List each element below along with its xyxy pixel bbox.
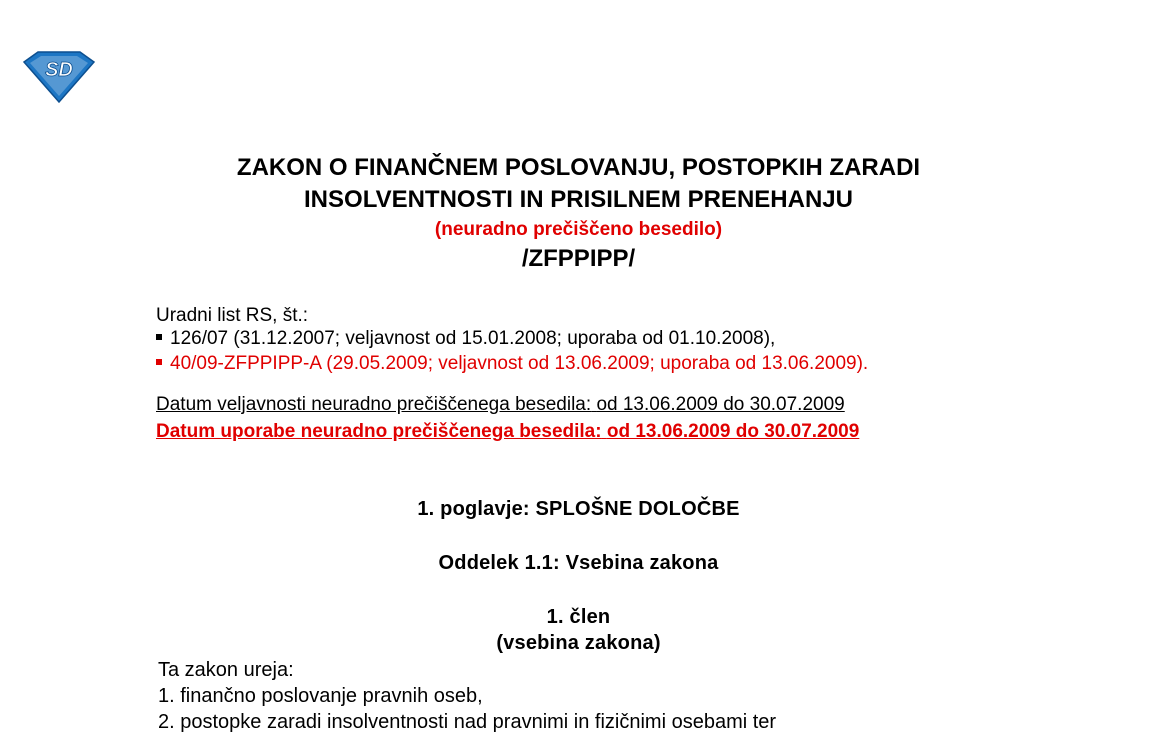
svg-text:SD: SD: [45, 59, 73, 81]
article-number: 1. člen: [546, 606, 611, 628]
body-intro: Ta zakon ureja:: [158, 659, 294, 681]
article-title: (vsebina zakona): [496, 632, 661, 654]
body-item: 2. postopke zaradi insolventnosti nad pravnimi in fizičnimi osebami ter: [158, 711, 777, 733]
gazette-item: 126/07 (31.12.2007; veljavnost od 15.01.2008; uporaba od 01.10.2008),: [156, 328, 775, 350]
body-item: 1. finančno poslovanje pravnih oseb,: [158, 685, 483, 707]
gazette-label: Uradni list RS, št.:: [156, 305, 309, 326]
section-heading: Oddelek 1.1: Vsebina zakona: [438, 552, 719, 574]
application-date: Datum uporabe neuradno prečiščenega besedila: od 13.06.2009 do 30.07.2009: [156, 421, 860, 442]
title-line-1: ZAKON O FINANČNEM POSLOVANJU, POSTOPKIH ZARADI: [236, 154, 921, 181]
title-note: (neuradno prečiščeno besedilo): [434, 219, 723, 240]
validity-date: Datum veljavnosti neuradno prečiščenega besedila: od 13.06.2009 do 30.07.2009: [156, 394, 845, 415]
sd-shield-logo-icon: [22, 50, 96, 104]
gazette-item-amendment: 40/09-ZFPPIPP-A (29.05.2009; veljavnost od 13.06.2009; uporaba od 13.06.2009).: [156, 353, 868, 375]
title-line-2: INSOLVENTNOSTI IN PRISILNEM PRENEHANJU: [304, 186, 853, 213]
chapter-heading: 1. poglavje: SPLOŠNE DOLOČBE: [417, 498, 740, 520]
bullet-icon: [156, 359, 162, 365]
bullet-icon: [156, 334, 162, 340]
title-abbreviation: /ZFPPIPP/: [521, 245, 636, 272]
